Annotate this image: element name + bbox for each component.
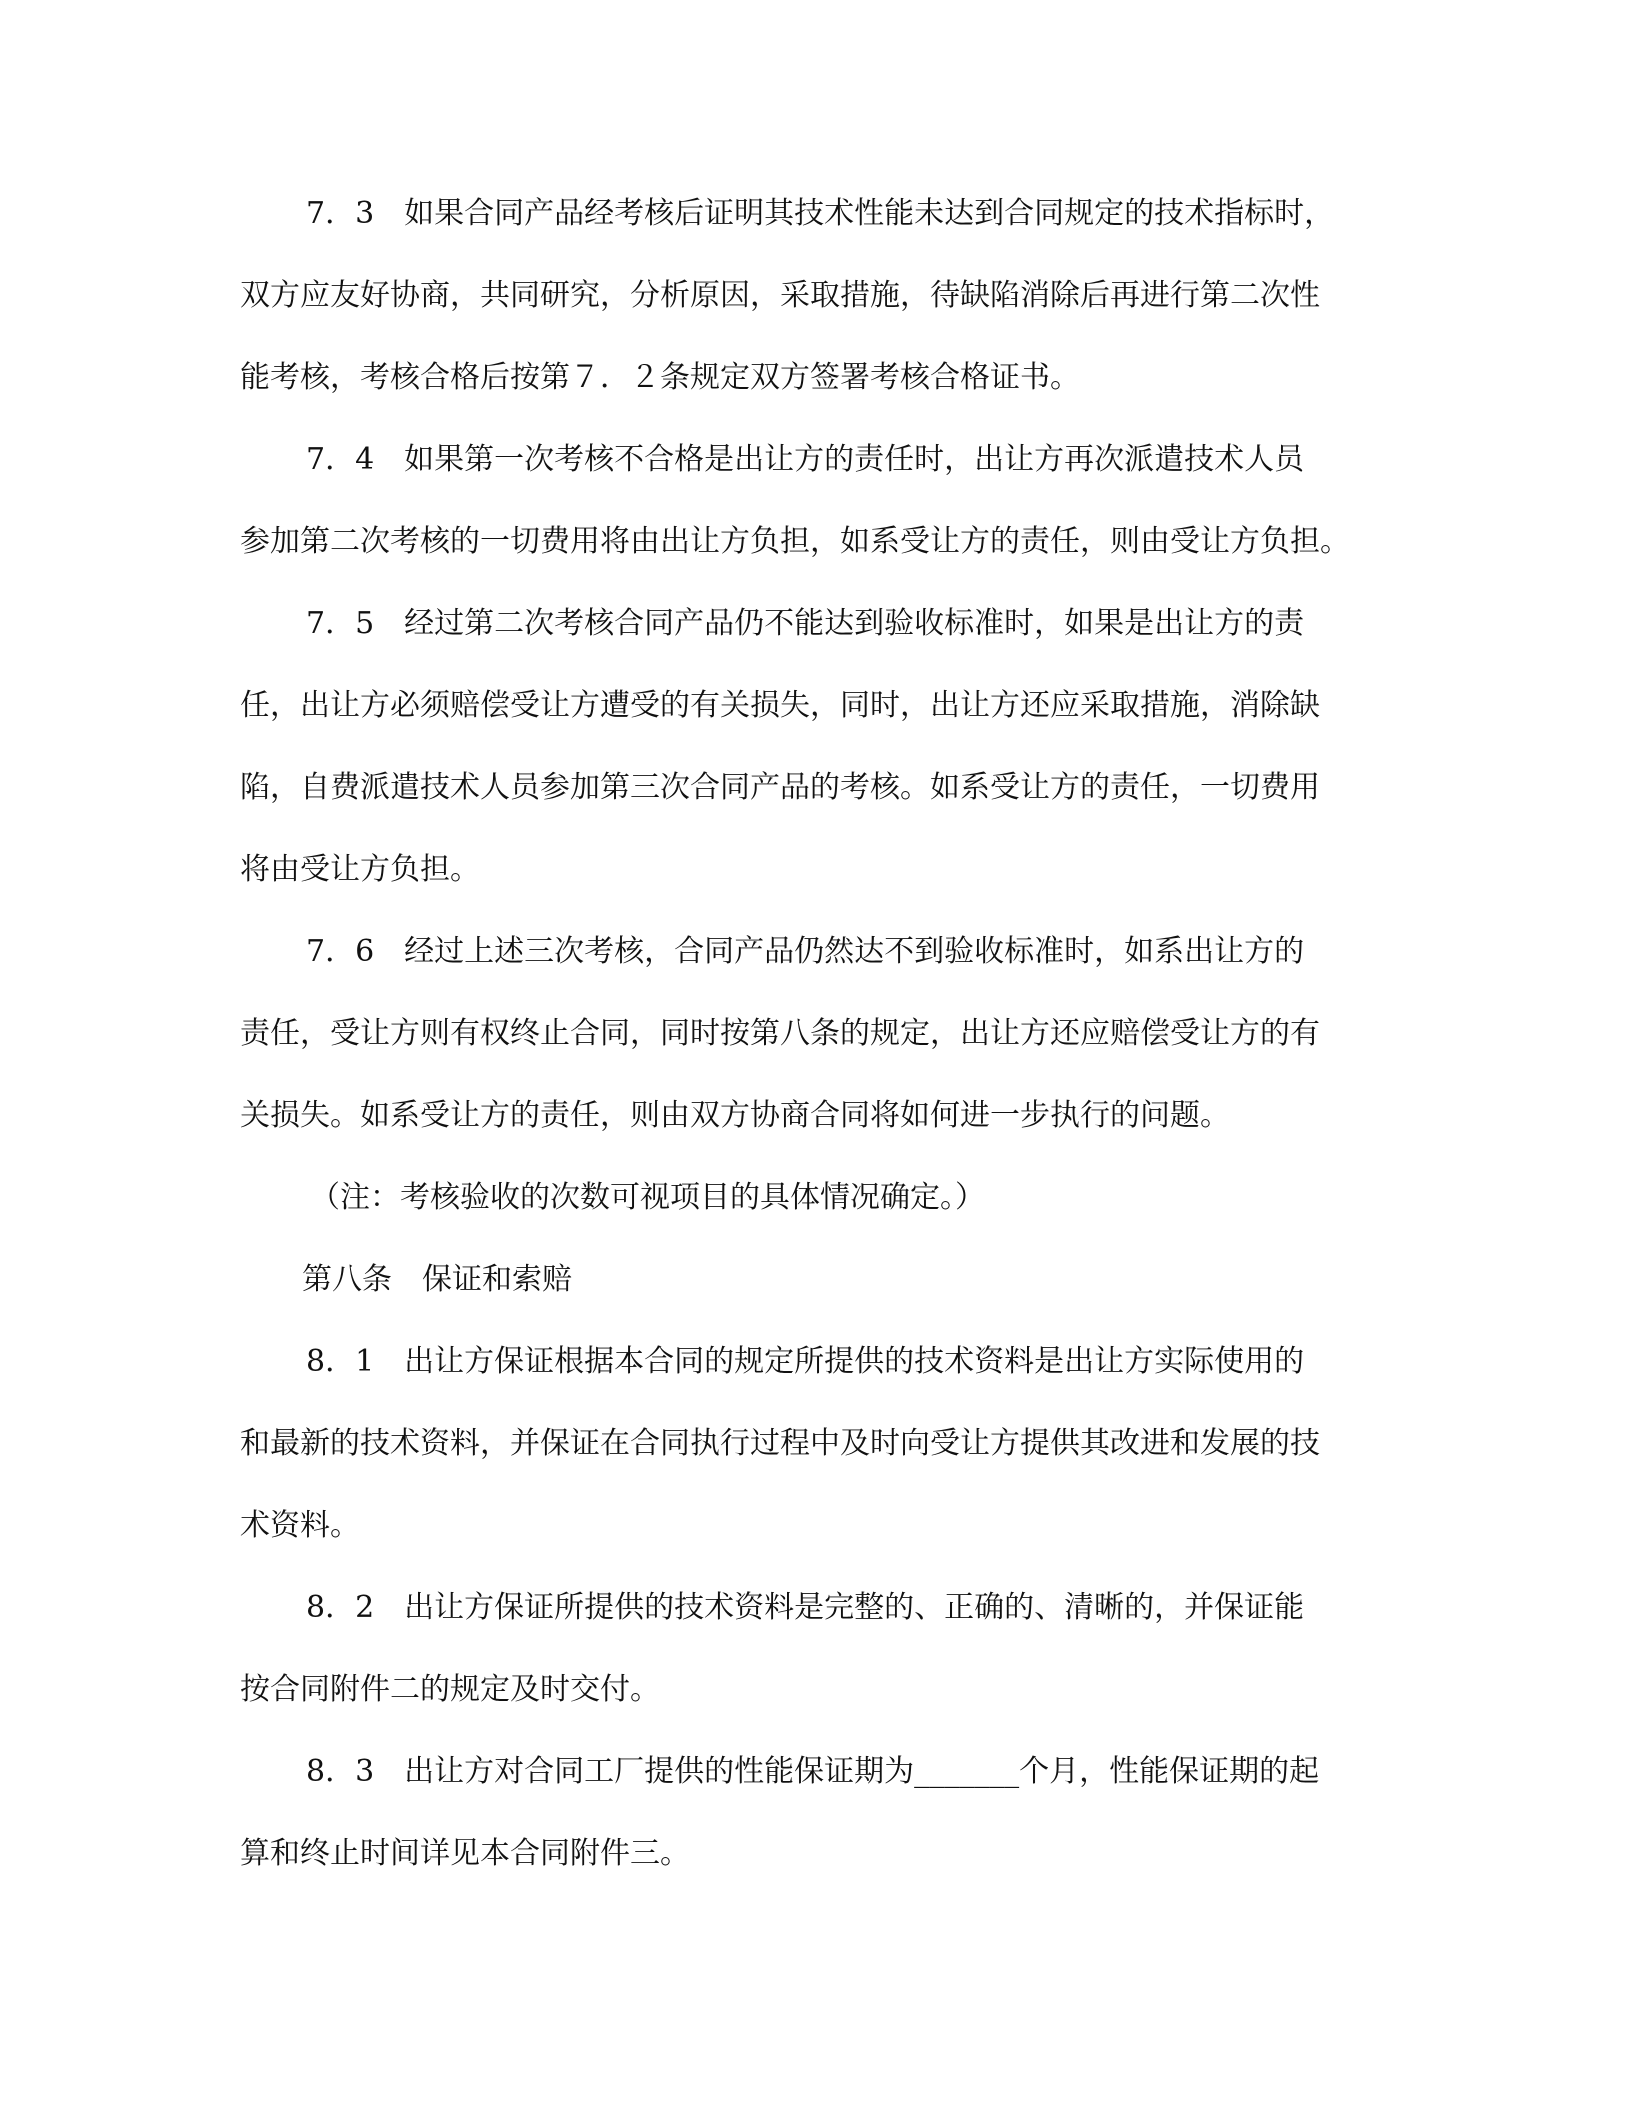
clause-7-3-line-3: 能考核，考核合格后按第７．２条规定双方签署考核合格证书。 [240, 360, 1080, 395]
clause-7-5-line-4: 将由受让方负担。 [240, 852, 480, 887]
article-8-heading: 第八条 保证和索赔 [302, 1262, 572, 1297]
clause-7-5-line-3: 陷，自费派遣技术人员参加第三次合同产品的考核。如系受让方的责任，一切费用 [240, 770, 1320, 805]
clause-8-3-line-2: 算和终止时间详见本合同附件三。 [240, 1836, 690, 1871]
clause-8-2-line-1: 8．2 出让方保证所提供的技术资料是完整的、正确的、清晰的，并保证能 [306, 1590, 1305, 1625]
clause-7-3-line-1: 7．3 如果合同产品经考核后证明其技术性能未达到合同规定的技术指标时， [306, 196, 1335, 231]
clause-7-5-line-1: 7．5 经过第二次考核合同产品仍不能达到验收标准时，如果是出让方的责 [306, 606, 1305, 641]
clause-7-4-line-2: 参加第二次考核的一切费用将由出让方负担，如系受让方的责任，则由受让方负担。 [240, 524, 1350, 559]
clause-8-1-line-3: 术资料。 [240, 1508, 360, 1543]
clause-8-1-line-1: 8．1 出让方保证根据本合同的规定所提供的技术资料是出让方实际使用的 [306, 1344, 1305, 1379]
clause-8-3-line-1: 8．3 出让方对合同工厂提供的性能保证期为_______个月，性能保证期的起 [306, 1754, 1320, 1789]
clause-7-6-line-1: 7．6 经过上述三次考核，合同产品仍然达不到验收标准时，如系出让方的 [306, 934, 1305, 969]
clause-7-3-line-2: 双方应友好协商，共同研究，分析原因，采取措施，待缺陷消除后再进行第二次性 [240, 278, 1320, 313]
clause-8-1-line-2: 和最新的技术资料，并保证在合同执行过程中及时向受让方提供其改进和发展的技 [240, 1426, 1320, 1461]
clause-7-6-line-3: 关损失。如系受让方的责任，则由双方协商合同将如何进一步执行的问题。 [240, 1098, 1230, 1133]
clause-7-6-line-2: 责任，受让方则有权终止合同，同时按第八条的规定，出让方还应赔偿受让方的有 [240, 1016, 1320, 1051]
clause-8-2-line-2: 按合同附件二的规定及时交付。 [240, 1672, 660, 1707]
assessment-note: （注：考核验收的次数可视项目的具体情况确定。） [310, 1180, 985, 1215]
clause-7-4-line-1: 7．4 如果第一次考核不合格是出让方的责任时，出让方再次派遣技术人员 [306, 442, 1305, 477]
clause-7-5-line-2: 任，出让方必须赔偿受让方遭受的有关损失，同时，出让方还应采取措施，消除缺 [240, 688, 1320, 723]
